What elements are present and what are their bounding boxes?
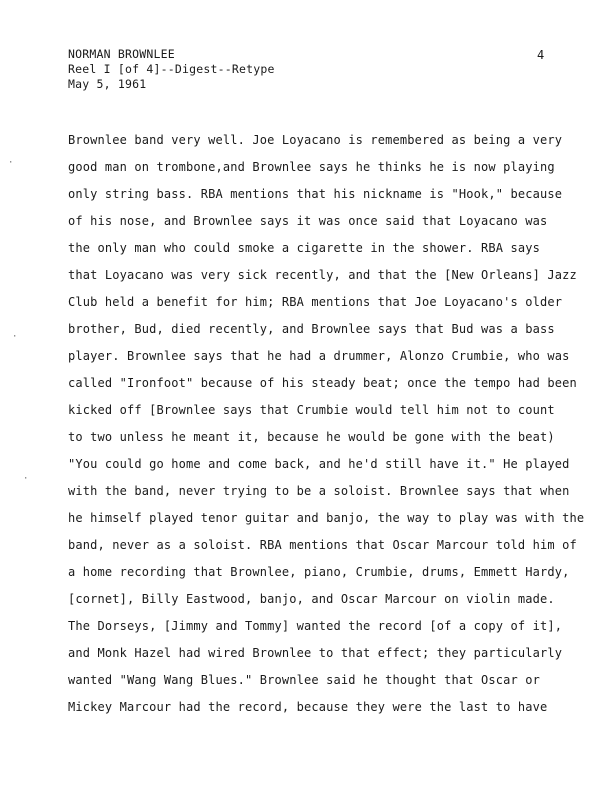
- text-line: brother, Bud, died recently, and Brownlee says that Bud was a bass: [68, 322, 555, 336]
- text-line: wanted "Wang Wang Blues." Brownlee said he thought that Oscar or: [68, 673, 540, 687]
- text-line: of his nose, and Brownlee says it was once said that Loyacano was: [68, 214, 548, 228]
- text-line: only string bass. RBA mentions that his nickname is "Hook," because: [68, 187, 563, 201]
- text-line: The Dorseys, [Jimmy and Tommy] wanted the record [of a copy of it],: [68, 619, 563, 633]
- interview-date: May 5, 1961: [68, 77, 147, 91]
- text-line: Mickey Marcour had the record, because they were the last to have: [68, 700, 548, 714]
- text-line: he himself played tenor guitar and banjo, the way to play was with the: [68, 511, 585, 525]
- text-line: to two unless he meant it, because he would be gone with the beat): [68, 430, 555, 444]
- text-line: Club held a benefit for him; RBA mentions that Joe Loyacano's older: [68, 295, 563, 309]
- text-line: band, never as a soloist. RBA mentions that Oscar Marcour told him of: [68, 538, 577, 552]
- text-line: the only man who could smoke a cigarette in the shower. RBA says: [68, 241, 540, 255]
- scan-speck: ·: [12, 332, 18, 342]
- text-line: and Monk Hazel had wired Brownlee to that effect; they particularly: [68, 646, 563, 660]
- text-line: good man on trombone,and Brownlee says he thinks he is now playing: [68, 160, 555, 174]
- text-line: Brownlee band very well. Joe Loyacano is remembered as being a very: [68, 133, 563, 147]
- scan-speck: ·: [8, 158, 14, 168]
- interviewee-name: NORMAN BROWNLEE: [68, 47, 175, 61]
- page-number: 4: [537, 48, 545, 62]
- text-line: with the band, never trying to be a soloist. Brownlee says that when: [68, 484, 570, 498]
- text-line: kicked off [Brownlee says that Crumbie would tell him not to count: [68, 403, 555, 417]
- text-line: a home recording that Brownlee, piano, Crumbie, drums, Emmett Hardy,: [68, 565, 570, 579]
- text-line: "You could go home and come back, and he'd still have it." He played: [68, 457, 570, 471]
- transcript-body: [68, 127, 585, 721]
- reel-info: Reel I [of 4]--Digest--Retype: [68, 62, 275, 76]
- text-line: player. Brownlee says that he had a drummer, Alonzo Crumbie, who was: [68, 349, 570, 363]
- scan-speck: ·: [23, 474, 29, 484]
- document-header: [68, 47, 275, 92]
- text-line: called "Ironfoot" because of his steady beat; once the tempo had been: [68, 376, 577, 390]
- text-line: that Loyacano was very sick recently, and that the [New Orleans] Jazz: [68, 268, 577, 282]
- text-line: [cornet], Billy Eastwood, banjo, and Oscar Marcour on violin made.: [68, 592, 555, 606]
